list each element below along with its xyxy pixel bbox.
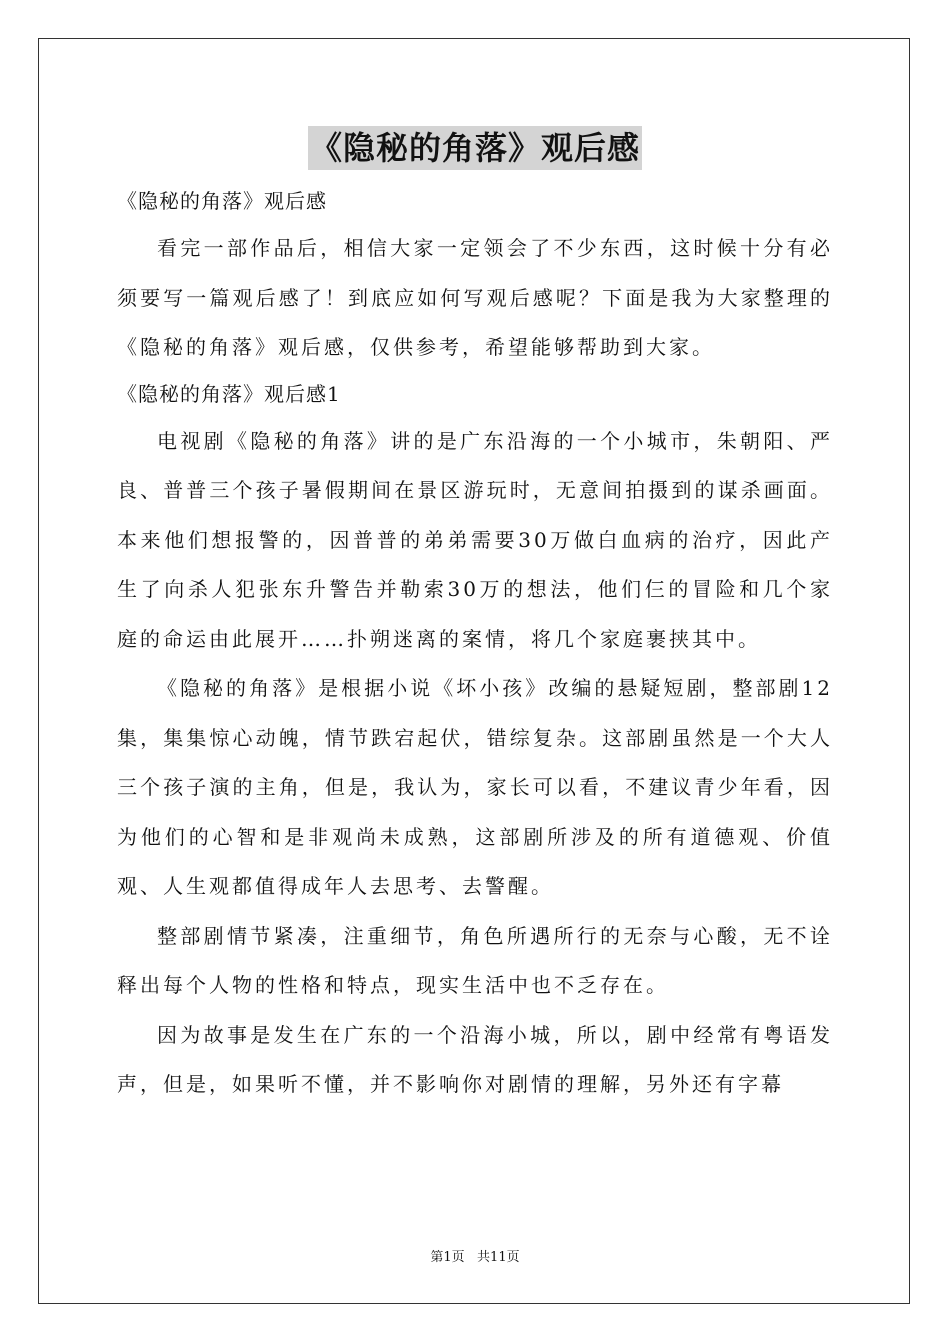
- body-paragraph: 电视剧《隐秘的角落》讲的是广东沿海的一个小城市，朱朝阳、严良、普普三个孩子暑假期间在景区游玩时，无意间拍摄到的谋杀画面。本来他们想报警的，因普普的弟弟需要30万做白血病的治疗，因此产生了向杀人犯张东升警告并勒索30万的想法，他们仨的冒险和几个家庭的命运由此展开……扑朔迷离的案情，将几个家庭裹挟其中。: [117, 428, 833, 651]
- body-paragraph: 因为故事是发生在广东的一个沿海小城，所以，剧中经常有粤语发声，但是，如果听不懂，并不影响你对剧情的理解，另外还有字幕: [117, 1022, 833, 1096]
- intro-paragraph: 看完一部作品后，相信大家一定领会了不少东西，这时候十分有必须要写一篇观后感了！到底应如何写观后感呢？下面是我为大家整理的《隐秘的角落》观后感，仅供参考，希望能够帮助到大家。: [117, 236, 833, 359]
- body-paragraph: 《隐秘的角落》是根据小说《坏小孩》改编的悬疑短剧，整部剧12集，集集惊心动魄，情节跌宕起伏，错综复杂。这部剧虽然是一个大人三个孩子演的主角，但是，我认为，家长可以看，不建议青少年看，因为他们的心智和是非观尚未成熟，这部剧所涉及的所有道德观、价值观、人生观都值得成年人去思考、去警醒。: [117, 676, 833, 898]
- section-heading: 《隐秘的角落》观后感1: [117, 381, 341, 406]
- document-title: 《隐秘的角落》观后感: [308, 126, 642, 170]
- page-footer: 第1页 共11页: [430, 1250, 520, 1265]
- document-body: [117, 180, 833, 1110]
- document-subtitle: 《隐秘的角落》观后感: [117, 189, 327, 213]
- title-container: [0, 126, 950, 170]
- body-paragraph: 整部剧情节紧凑，注重细节，角色所遇所行的无奈与心酸，无不诠释出每个人物的性格和特点，现实生活中也不乏存在。: [117, 923, 833, 997]
